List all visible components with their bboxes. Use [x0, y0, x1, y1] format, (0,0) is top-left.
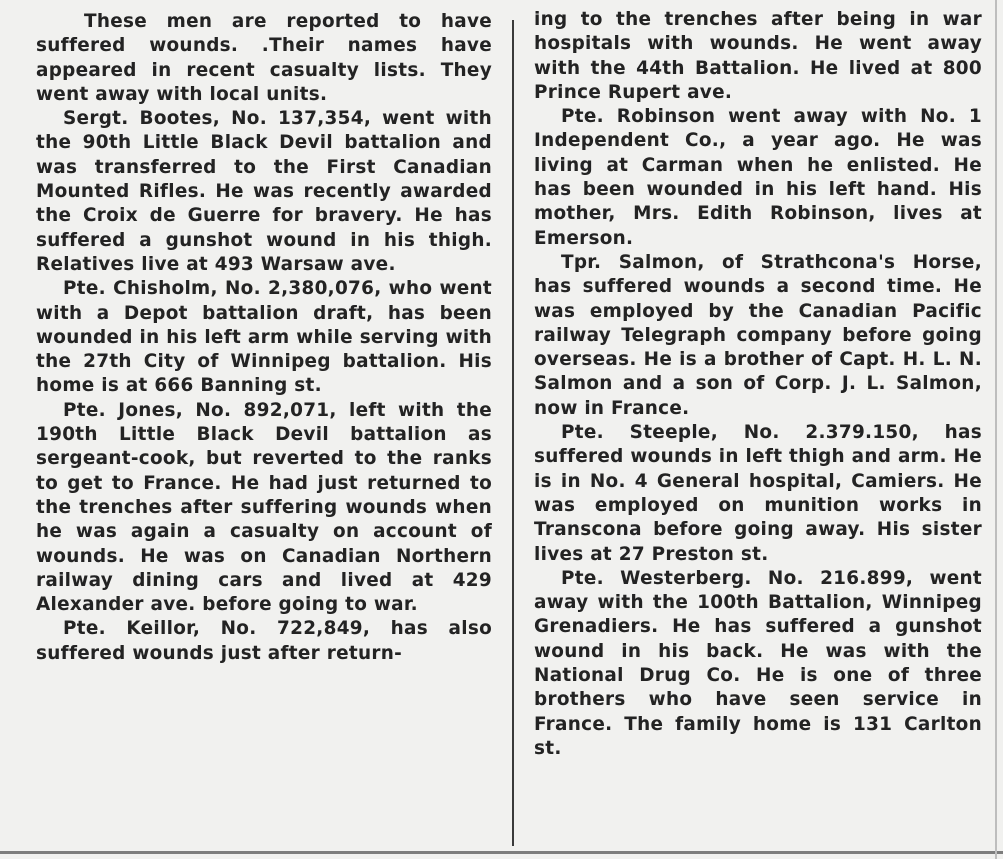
paragraph-keillor-end: ing to the trenches after being in war hospitals with wounds. He went away with the 44th Battalion. He lived at 800 Prince Rupert ave. [534, 9, 982, 103]
paragraph-jones: Pte. Jones, No. 892,071, left with the 190th Little Black Devil battalion as sergeant-cook, but reverted to the ranks to get to France. He had just returned to the trenches after suffering wounds when he was again a casualty on account of wounds. He was on Canadian Northern railway dining cars and lived at 429 Alexander ave. before going to war. [36, 399, 492, 616]
column-divider [512, 20, 514, 846]
bottom-rule [0, 851, 1003, 854]
paragraph-robinson: Pte. Robinson went away with No. 1 Independent Co., a year ago. He was living at Carman when he enlisted. He has been wounded in his left hand. His mother, Mrs. Edith Robinson, lives at Emerson. [534, 106, 982, 249]
left-column [36, 10, 492, 666]
right-column [534, 8, 982, 761]
right-edge-line [995, 0, 997, 859]
paragraph-salmon: Tpr. Salmon, of Strathcona's Horse, has suffered wounds a second time. He was employed by the Canadian Pacific railway Telegraph company before going overseas. He is a brother of Capt. H. L. N. Salmon and a son of Corp. J. L. Salmon, now in France. [534, 251, 982, 419]
paragraph-keillor-start: Pte. Keillor, No. 722,849, has also suffered wounds just after return- [36, 618, 492, 664]
paragraph-steeple: Pte. Steeple, No. 2.379.150, has suffered wounds in left thigh and arm. He is in No. 4 General hospital, Camiers. He was employed on munition works in Transcona before going away. His sister lives at 27 Preston st. [534, 422, 982, 565]
paragraph-westerberg: Pte. Westerberg. No. 216.899, went away with the 100th Battalion, Winnipeg Grenadiers. He has suffered a gunshot wound in his back. He was with the National Drug Co. He is one of three brothers who have seen service in France. The family home is 131 Carlton st. [534, 567, 982, 759]
paragraph-chisholm: Pte. Chisholm, No. 2,380,076, who went with a Depot battalion draft, has been wounded in his left arm while serving with the 27th City of Winnipeg battalion. His home is at 666 Banning st. [36, 278, 492, 397]
paragraph-bootes: Sergt. Bootes, No. 137,354, went with the 90th Little Black Devil battalion and was transferred to the First Canadian Mounted Rifles. He was recently awarded the Croix de Guerre for bravery. He has suffered a gunshot wound in his thigh. Relatives live at 493 Warsaw ave. [36, 108, 492, 275]
paragraph-intro: These men are reported to have suffered wounds. .Their names have appeared in recent casualty lists. They went away with local units. [36, 11, 492, 105]
